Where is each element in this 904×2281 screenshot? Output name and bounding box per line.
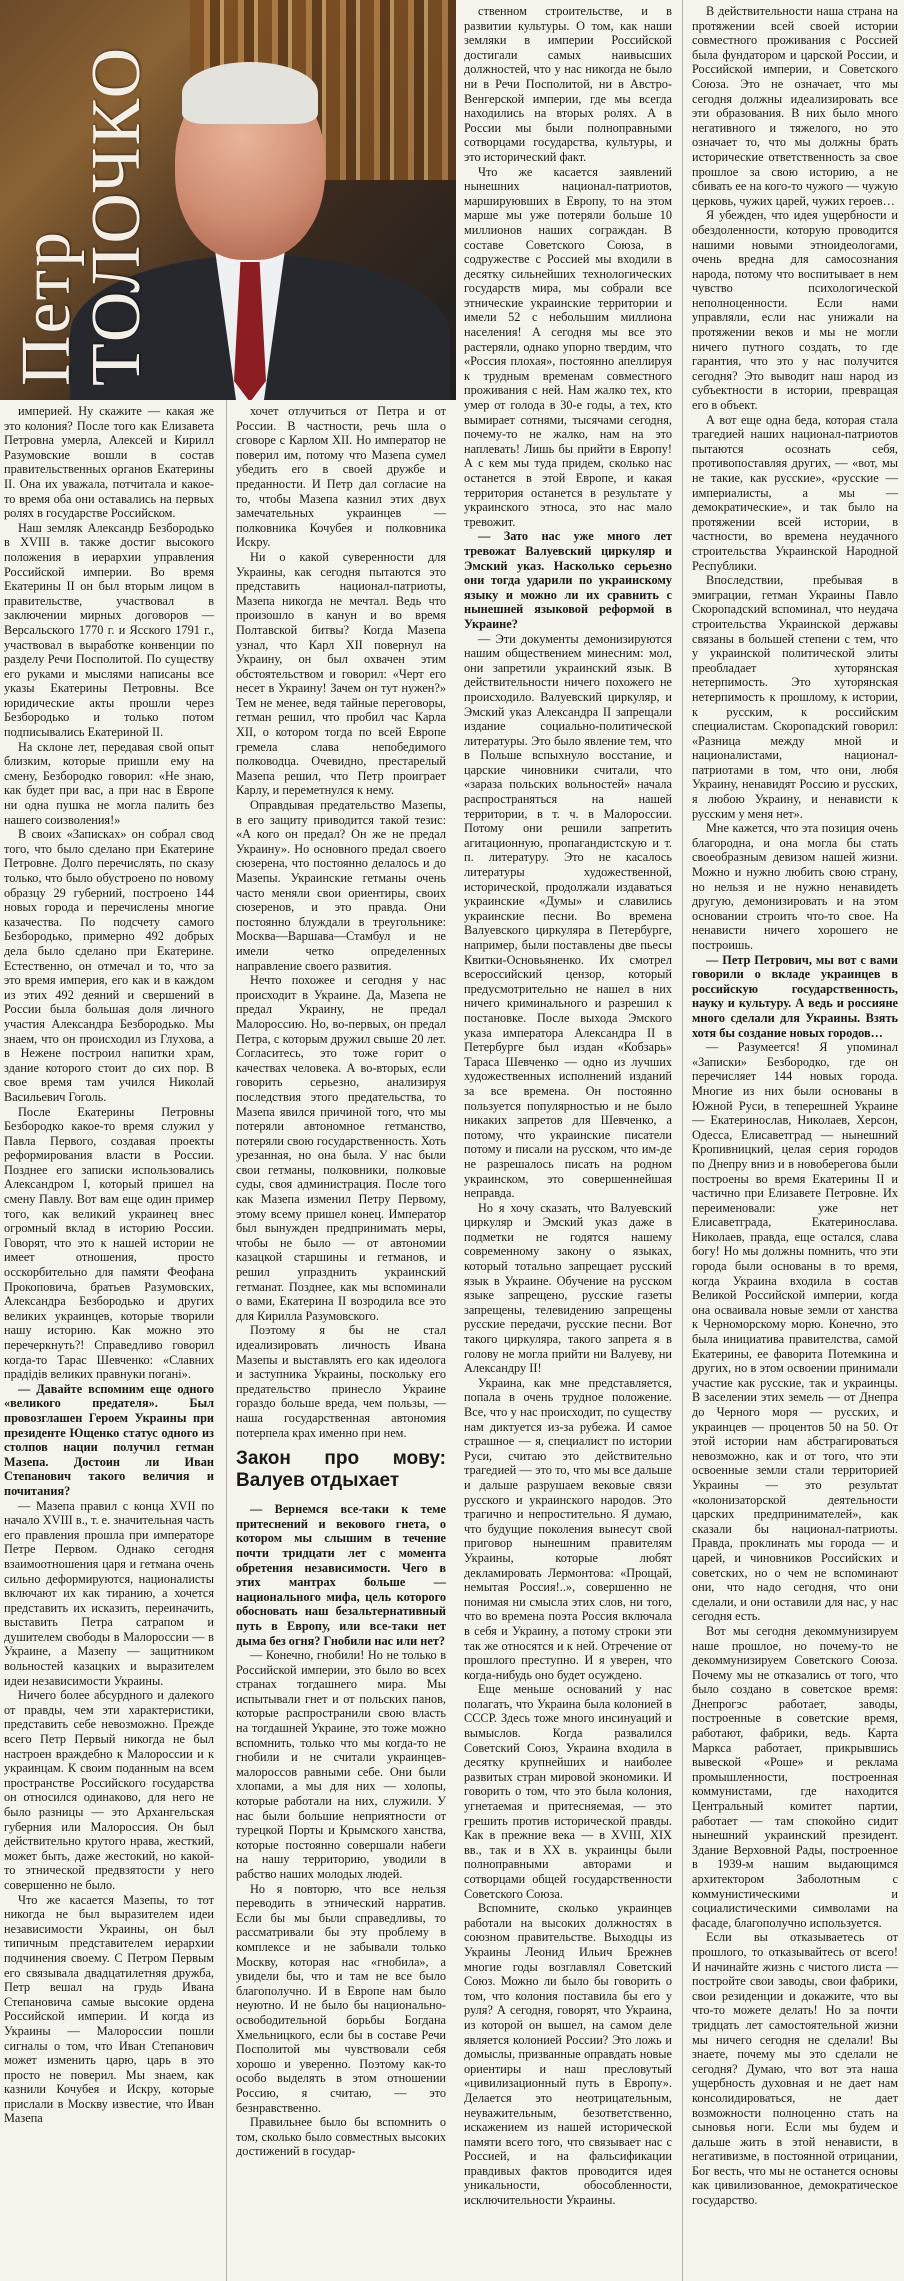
- article-paragraph: После Екатерины Петровны Безбородко какое-то время служил у Павла Первого, создавая проекты реформирования власти в России. Позднее его записки использовались Александром I, который пришел на смену Павлу. Вот вам еще один пример того, как великий украинец внес огромный вклад в историю России. Говорят, что это к нашей истории не имеет отношения, просто осскорбительно для памяти Феофана Прокоповича, братьев Разумовских, Александра Безбородько и других великих украинцев, которые творили нашу историю. Как можно это перечеркнуть?! Справедливо говорил когда-то Тарас Шевченко: «Славних прадідів великих правнуки погані».: [4, 1104, 214, 1382]
- article-paragraph: Мне кажется, что эта позиция очень благородна, и она могла бы стать своеобразным девизом нашей жизни. Можно и нужно любить свою страну, но нельзя и не нужно ненавидеть другую, демонизировать и на этом основании строить что-то свое. На ненависти ничего хорошего не построишь.: [692, 821, 898, 952]
- interview-question: — Давайте вспомним еще одного «великого предателя». Был провозглашен Героем Украины при президенте Ющенко статус одного из столпов нации получил гетман Мазепа. Достоин ли Иван Степанович такого величия и почитания?: [4, 1381, 214, 1498]
- article-paragraph: Вспомните, сколько украинцев работали на высоких должностях в союзном правительстве. Выходцы из Украины Леонид Ильич Брежнев многие годы возглавлял Советский Союз. Можно ли было бы говорить о том, что колония поставила бы его у руля? А сегодня, говорят, что Украина, из которой он вышел, на самом деле является колонией России? Это ложь и домыслы, призванные оправдать новые ориентиры и наш пресловутый «цивилизационный путь в Европу». Делается это неотрицательным, неуважительным, безответственно, искажением из нашей исторической памяти всего того, что связывает нас с Россией, и на фальсификации правдивых фактов проводится идея уникальности, обособленности, исключительности Украины.: [464, 1901, 672, 2208]
- article-paragraph: Ничего более абсурдного и далекого от правды, чем эти характеристики, представить себе невозможно. Прежде всего Петр Первый никогда не был настроен враждебно к Малороссии и к украинцам. К своим поданным на всем пространстве Российского государства он относился одинаково, для него не было разницы — это Архангельская губерния или Малороссия. Он был действительно крутого нрава, жесткий, может быть, даже жестокий, но какой-то этнической предвзятости у него совершенно не было.: [4, 1688, 214, 1892]
- interview-question: — Вернемся все-таки к теме притеснений и векового гнета, о котором мы слышим в течение почти тридцати лет с момента обретения независимости. Чего в этих мантрах больше — национального мифа, цель которого обосновать наш безальтернативный путь в Европу, или все-таки нет дыма без огня? Гнобили нас или нет?: [236, 1502, 446, 1648]
- article-paragraph: А вот еще одна беда, которая стала трагедией наших национал-патриотов пытаются осознать себя, противопоставляя других, — «вот, мы не такие, как русские», «русские — империалисты, а мы — демократические», и так было на протяжении всей истории, в частности, во времена неудачного строительства Украинской Народной Республики.: [692, 412, 898, 573]
- article-paragraph: Ни о какой суверенности для Украины, как сегодня пытаются это представить национал-патриоты, Мазепа никогда не мечтал. Ведь что произошло в канун и во время Полтавской битвы? Когда Мазепа узнал, что Карл XII повернул на Украину, он был охвачен этим обстоятельством и говорил: «Черт его несет в Украину! Зачем он тут нужен?» Тем не менее, ведя тайные переговоры, гетман решил, что пробил час Карла XII, о котором тогда по всей Европе гремела слава непобедимого полководца. Очевидно, престарелый Мазепа решил, что Петр проиграет Карлу, и переметнулся к нему.: [236, 549, 446, 798]
- article-paragraph: Но я хочу сказать, что Валуевский циркуляр и Эмский указ даже в подметки не годятся нашему современному закону о языках, который тотально запрещает русский язык в Украине. Обучение на русском языке запрещено, русские газеты запрещены, телевидению запрещены русские передачи, русские песни. Вот такого циркуляра, такого запрета я в голову не могла прийти ни Валуеву, ни Александру II!: [464, 1200, 672, 1376]
- article-paragraph: В действительности наша страна на протяжении всей своей истории совместного проживания с Россией была фундатором и царской России, и Российской империи, и Советского Союза. Это не означает, что мы сегодня должны идеализировать все эти образования. В них было много негативного и тяжелого, но это означает то, что мы должны брать исторические ответственность за свое прошлое за свою историю, а не сбивать ее на кого-то чужого — чужую церковь, чужих царей, чужих героев…: [692, 4, 898, 208]
- article-column-3: [464, 4, 672, 2208]
- article-paragraph: На склоне лет, передавая свой опыт близким, которые пришли ему на смену, Безбородко говорил: «Не знаю, как будет при вас, а при нас в Европе ни одна пушка не могла палить без нашего соизволения!»: [4, 739, 214, 827]
- article-paragraph: Еще меньше оснований у нас полагать, что Украина была колонией в СССР. Здесь тоже много инсинуаций и вымыслов. Когда развалился Советский Союз, Украина входила в десятку крупнейших и наиболее развитых стран мировой экономики. И говорить о том, что это была колония, угнетаемая и притесняемая, — это грешить против исторической правды. Как в прежние века — в XVIII, XIX вв., так и в XX в. украинцы были полноправными авторами и сотворцами общей государственности Советского Союза.: [464, 1682, 672, 1901]
- article-paragraph: хочет отлучиться от Петра и от России. В частности, речь шла о сговоре с Карлом XII. Но император не поверил им, потому что Мазепа сумел убедить его в своей дружбе и преданности. И Петр дал согласие на то, чтобы Мазепа казнил этих двух замечательных украинцев — полковника Кочубея и полковника Искру.: [236, 404, 446, 550]
- article-paragraph: Наш земляк Александр Безбородько в XVIII в. также достиг высокого положения в иерархии управления Российской империи. Во время Екатерины II он был вторым лицом в правительстве, участвовал в заключении мирных договоров — Версальского 1770 г. и Ясского 1791 г., участвовал в выработке конвенции по разделу Речи Посполитой. По существу его руками и мыслями написаны все указы Екатерины Петровны. Все юридические акты прошли через Безбородько и только потом подписывались Екатериной II.: [4, 520, 214, 740]
- article-column-4: [692, 4, 898, 2208]
- column-divider: [226, 400, 227, 2281]
- article-paragraph: Я убежден, что идея ущербности и обездоленности, которую проводится нашими новыми этноидеологами, очень вредна для самосознания народа, потому что воспитывает в нем чувство психологической неполноценности. Если нами управляли, если нас унижали на протяжении веков и мы не могли ничего путного создать, то где гарантия, что это у нас получится сегодня? Это выводит наш народ из субъектности в истории, превращая его в объект.: [692, 208, 898, 413]
- article-paragraph: Если вы отказываетесь от прошлого, то отказывайтесь от всего! И начинайте жизнь с чистого листа — постройте свои заводы, свои фабрики, свои резиденции и докажите, что вы что-то можете делать! Но за почти тридцать лет самостоятельной жизни мы ничего сегодня не сделали! Вы знаете, почему мы это сделали не сегодня? Думаю, что вот эта наша ущербность духовная и не дает нам консолидироваться, не дает возможности полноценно стать на сыновья ноги. Если мы будем и дальше жить в этой ненависти, в негативизме, в постоянной отрицании, Бог весть, что мы не останется основы как цивилизованное, демократическое государство.: [692, 1930, 898, 2208]
- article-paragraph: Оправдывая предательство Мазепы, в его защиту приводится такой тезис: «А кого он предал? Он же не предал Украину». Но основного предал своего сюзерена, что постоянно делалось и до Мазепы. Украинские гетманы очень часто меняли свои ориентиры, своих сюзеренов, и это правда. Они постоянно блуждали в треугольнике: Москва—Варшава—Стамбул и не имели четко определенных направление своего развития.: [236, 798, 446, 973]
- interview-question: — Петр Петрович, мы вот с вами говорили о вкладе украинцев в российскую государственность, науку и культуру. А ведь и россияне много сделали для Украины. Взять хотя бы создание новых городов…: [692, 952, 898, 1040]
- article-paragraph: Вот мы сегодня декоммунизируем наше прошлое, но почему-то не декоммунизируем Советского Союза. Почему мы не отказались от того, что было создано в советское время: Днепрогэс работает, заводы, построенные в советские время, работают, фабрики, ведь. Карта Маркса работает, прикрывшись вывеской «Роше» и реклама промышленности, построенная коммунистами, где находится Центральный комитет партии, работает — там спокойно сидит нынешний украинский президент. Здание Верховной Рады, построенное в 1939-м нашим выдающимся архитектором Заболотным с коммунистическими и социалистическими символами на фасаде, благополучно используется.: [692, 1623, 898, 1930]
- article-paragraph: В своих «Записках» он собрал свод того, что было сделано при Екатерине Петровне. Долго перечислять, по сказу только, что было обустроено по новому образцу 29 губерний, построено 144 новых города и перечислены многие казачества. По подсчету самого Безбородько, примерно 492 добрых дела было сделано при Екатерине. Естественно, он отмечал и то, что за это время империя, его как и в каждом из этих 492 деяний и свершений в России была большая доля личного участия Александра Безбородько. Мы знаем, что он происходил из Глухова, а в Неженe построил напитки храм, здание которого стоит до сих пор. В свое время там учился Николай Васильевич Гоголь.: [4, 827, 214, 1104]
- article-column-2: [236, 404, 446, 2159]
- photo-caption-name: Петр ТОЛОЧКО: [8, 45, 155, 386]
- portrait-hair: [182, 62, 318, 124]
- article-paragraph: Что же касается заявлений нынешних национал-патриотов, маршируювших в Европу, то на этом марше мы уже потеряли больше 10 миллионов наших сограждан. В составе Советского Союза, в содружестве с Россией мы входили в десятку сильнейших технологических государств мира, мы собрали все этнические украинские территории и имели 52 с небольшим миллиона населения! А сегодня мы все это растеряли, однако упорно твердим, что «Россия плохая», постоянно апеллируя к трудным временам совместного проживания с ней. Нам жалко тех, кто умер от голода в 30-е годы, а тех, кто вымирает сотнями, тысячами сегодня, почему-то не жалко, нам на это наплевать! Лишь бы прийти в Европу! А с кем мы туда придем, сколько нас останется в этой Европе, и какая территория останется в результате у украинского этноса, это нас мало тревожит.: [464, 164, 672, 529]
- article-paragraph: — Эти документы демонизируются нашим обществением минесним: мол, они запретили украинский язык. В действительности ничего похожего не происходило. Валуевский циркуляр, и Эмский указ Александра II запрещали издание социально-политической литературы. Это было явление тем, что в Польше вспыхнуло восстание, и царские чиновники считали, что «зараза польских вольностей» начала распространяться на нашей территории, в т. ч. в Малороссии. Потому они решили запретить агитационную, пропагандистскую и т. п. литературу. Это не касалось литературы художественной, исторической, продолжали издаваться украинские «Думы» и славились украинские песни. Во времена Валуевского циркуляра в Петербурге, например, были поставлены две пьесы Квитки-Основьяненко. Их смотрел всероссийский цензор, который предусмотрительно не нашел в них ничего криминального и разрешил к постановке. После выхода Эмского указа императора Александра II в Петербурге был издан «Кобзарь» Тараса Шевченко — одно из лучших художественных исполнений изданий за все времена. Он постоянно пользуется популярностью и не было никаких запретов для Шевченко, а потому, что украинские писатели потому и писали на русском, что им-де не разрешалось писать на родном украинском, это совершеннейшая неправда.: [464, 631, 672, 1201]
- article-paragraph: Правильнее было бы вспомнить о том, сколько было совместных высоких достижений в государ-: [236, 2115, 446, 2159]
- article-paragraph: Но я повторю, что все нельзя переводить в этнический нарратив. Если бы мы были справедливы, то рассматривали бы эту проблему в комплексе и не забывали только Москву, которая нас «гнобила», а увидели бы, что и там не все было благополучно. И в Европе нам было неуютно. И не было бы национально-освободительной борьбы Богдана Хмельницкого, если бы в составе Речи Посполитой мы чувствовали себя хорошо и уверенно. Поэтому как-то особо выделять в этом отношении Россию, я считаю, — это безнравственно.: [236, 1881, 446, 2115]
- article-paragraph: — Конечно, гнобили! Но не только в Российской империи, это было во всех странах тогдашнего мира. Мы испытывали гнет и от польских панов, которые распространили свою власть на тогдашней Украине, это тоже можно вспомнить, только что мы когда-то не гнобили и не считали украинцев-малороссов равными себе. Они были хлопами, а мы для них — холопы, которые работали на них, служили. У нас были большие неприятности от турецкой Порты и Крымского ханства, которые постоянно совершали набеги на нашу территорию, уводили в рабство наших молодых людей.: [236, 1648, 446, 1881]
- article-paragraph: Нечто похожее и сегодня у нас происходит в Украине. Да, Мазепа не предал Украину, не предал Малороссию. Но, во-первых, он предал Петра, с которым дружил свыше 20 лет. Согласитесь, это тоже горит о качествах человека. А во-вторых, если говорить серьезно, анализируя последствия этого предательства, то Мазепа явился причиной того, что мы потеряли автономное гетманство, потеряли свою государственность. Хоть урезанная, но она была. У нас были свои гетманы, полковники, полковые суды, своя администрация. После того как Мазепа изменил Петру Первому, этому всему пришел конец. Император был вынужден предпринимать меры, чтобы не было — от автономии казацкой старшины и гетманов, и решил упразднить украинский гетманат. Позднее, как мы вспоминали о вами, Екатерина II возродила все это для Кирилла Разумовского.: [236, 973, 446, 1323]
- interview-question: — Зато нас уже много лет тревожат Валуевский циркуляр и Эмский указ. Насколько серьезно они тогда ударили по украинскому языку и можно ли их сравнить с нынешней языковой реформой в Украине?: [464, 529, 672, 631]
- article-paragraph: ственном строительстве, и в развитии культуры. О том, как наши земляки в империи Российской достигали самых наивысших должностей, что у нас никогда не было ни в Речи Посполитой, ни в Австро-Венгерской империи, где мы всегда находились на вторых ролях. А в России мы были полноправными сотворцами государства, культуры, и это исторический факт.: [464, 4, 672, 164]
- column-divider: [682, 0, 683, 2281]
- article-column-1: [4, 404, 214, 2126]
- article-paragraph: Поэтому я бы не стал идеализировать личность Ивана Мазепы и выставлять его как идеолога и заступника Украины, поскольку его предательство принесло Украине гораздо больше вреда, чем пользы, — наша государственная автономия потерпела крах именно при нем.: [236, 1323, 446, 1440]
- portrait-photo: [0, 0, 456, 400]
- article-paragraph: империей. Ну скажите — какая же это колония? После того как Елизавета Петровна умерла, Алексей и Кирилл Разумовские вошли в состав правительственных органов Екатерины II. Она их уважала, потчитала и какое-то время оба они оставались на первых ролях в государстве Российском.: [4, 404, 214, 521]
- article-paragraph: Впоследствии, пребывая в эмиграции, гетман Украины Павло Скоропадский вспоминал, что неудача строительства Украинской державы связаны в большей степени с тем, что у украинской политической элиты преобладает хуторянская нетерпимость. Это хуторянская нетерпимость к прошлому, к истории, к русским, к российским специалистам. Скоропадский говорил: «Разница между мной и националистами, национал-патриотами в том, что они, любя Украину, ненавидят Россию и русских, я любою Украину, и ненависти к русским у меня нет».: [692, 573, 898, 821]
- article-paragraph: — Разумеется! Я упоминал «Записки» Безбородко, где он перечисляет 144 новых города. Многие из них были основаны в Южной Руси, в теперешней Украине — Екатеринослав, Николаев, Херсон, Одесса, Елисаветград — нынешний Кропивницкий, целая серия городов по Днепру вниз и в новоберегова были построены во время Екатерины II и частично при Елизавете Петровне. Их переименовали: уже нет Елисаветграда, Екатеринослава. Николаев, правда, еще остался, слава богу! Но мы должны помнить, что эти города были основаны в то время, когда Украина входила в состав Великой Российской империи, когда она осваивала новые земли от ханства к Черноморскому морю. Конечно, это была инициатива правителства, самой Екатерины, ее фаворита Потемкина и других, но в этом освоении принимали участие как русские, так и украинцы. В заселении этих земель — от Днепра до Черного моря — русских, и украинцев — процентов 50 на 50. От этой истории нам абстрагироваться невозможно, как и от того, что эти освоенные земли стали территорией Украины — это результат «колонизаторской деятельности царских предпринимателей», как сказали бы национал-патриоты. Правда, проклинать мы города — и царей, и чиновников Российских и советских, но о чем не вспоминают они, что надо сегодня, что они сделали, и они оставили для нас, у нас сегодня есть.: [692, 1040, 898, 1624]
- article-paragraph: Украина, как мне представляется, попала в очень трудное положение. Все, что у нас происходит, по существу нам диктуется из-за рубежа. И самое страшное — я, специалист по истории Руси, считаю это действительно трагедией — это то, что мы все дальше и дальше разрушаем вековые связи русского и украинского народов. Это трагично и непростительно. Я думаю, что будущие поколения вынесут свой приговор нынешним правителям Украины, которые любят декламировать Лермонтова: «Прощай, немытая Россия!..», совершенно не понимая ни смысла этих слов, ни того, что во времена поэта Россия включала в себя и Украину, а потому строки эти так же относятся и к ней. Отречение от прошлого преступно. И я уверен, что когда-нибудь оно будет осуждено.: [464, 1375, 672, 1682]
- section-heading: Закон про мову: Валуев отдыхает: [236, 1448, 446, 1492]
- article-paragraph: Что же касается Мазепы, то тот никогда не был выразителем идеи независимости Украины, он был типичным представителем иерархии подчинения своему. С Петром Первым его связывала двадцатилетняя дружба, Петр вешал на грудь Ивана Степановича самые высокие ордена Российской империи. И когда из Украины — Малороссии пошли сигналы о том, что Иван Степанович может изменить царю, царь в это просто не поверил. Мы знаем, как казнили Кочубея и Искру, которые прислали в Москву известие, что Иван Мазепа: [4, 1892, 214, 2126]
- article-paragraph: — Мазепа правил с конца XVII по начало XVIII в., т. е. значительная часть его правления прошла при императоре Петре Первом. Однако сегодня взаимоотношения царя и гетмана очень сильно деформируются, националисты включают их как тиранию, а хочется представить их исказить, переиначить, выставить Петра сатрапом и душителем свободы в Малороссии — в Украине, а Мазепу — защитником вольностей казацких и выразителем идеи независимости Украины.: [4, 1498, 214, 1688]
